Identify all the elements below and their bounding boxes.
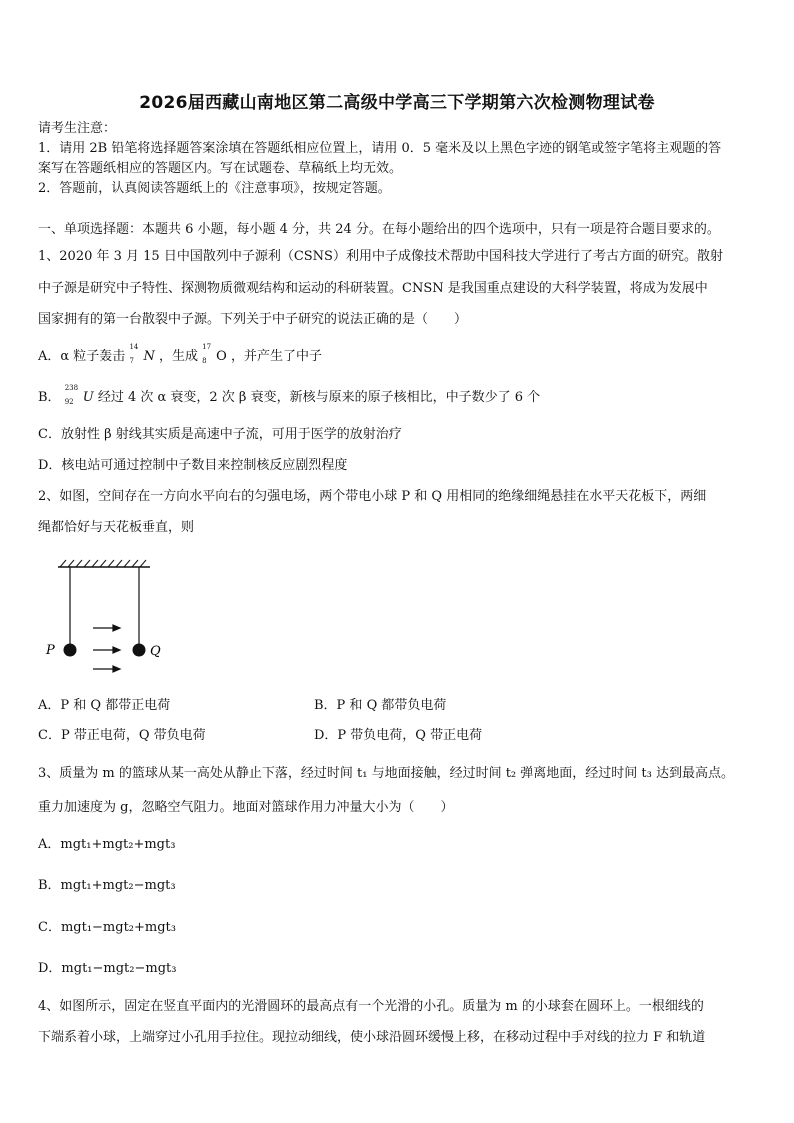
q3-option-d: D．mgt₁−mgt₂−mgt₃	[38, 961, 177, 976]
q1-option-b	[38, 384, 541, 407]
q2-option-d: D．P 带负电荷，Q 带正电荷	[314, 728, 483, 743]
q1-option-b-suffix: 经过 4 次 α 衰变，2 次 β 衰变，新核与原来的原子核相比，中子数少了 6 个	[97, 390, 541, 405]
label-p: P	[46, 643, 55, 658]
q1-option-d: D．核电站可通过控制中子数目来控制核反应剧烈程度	[38, 458, 348, 473]
q2-stem-line-2: 绳都恰好与天花板垂直，则	[38, 520, 195, 535]
q1-stem-line-3: 国家拥有的第一台散裂中子源。下列关于中子研究的说法正确的是（ ）	[38, 312, 468, 327]
section-heading: 一、单项选择题：本题共 6 小题，每小题 4 分，共 24 分。在每小题给出的四个选项中，只有一项是符合题目要求的。	[38, 222, 720, 237]
q1-stem-line-2: 中子源是研究中子特性、探测物质微观结构和运动的科研装置。CNSN 是我国重点建设的大科学装置，将成为发展中	[38, 281, 708, 296]
q1-option-a-middle: ，生成	[158, 349, 198, 364]
notice-item-1-line-2: 案写在答题纸相应的答题区内。写在试题卷、草稿纸上均无效。	[38, 161, 403, 176]
ball-q	[133, 644, 146, 657]
q4-stem-line-1: 4、如图所示，固定在竖直平面内的光滑圆环的最高点有一个光滑的小孔。质量为 m 的小球套在圆环上。一根细线的	[38, 999, 704, 1014]
q1-option-a	[38, 343, 322, 366]
uranium-isotope: 238 92	[64, 384, 79, 406]
notice-item-2: 2．答题前，认真阅读答题纸上的《注意事项》，按规定答题。	[38, 181, 391, 196]
q3-option-b: B．mgt₁+mgt₂−mgt₃	[38, 878, 176, 893]
field-arrows	[93, 625, 120, 672]
nitrogen-isotope: 14 7	[129, 343, 139, 365]
q2-figure	[40, 558, 190, 678]
q2-option-c: C．P 带正电荷，Q 带负电荷	[38, 728, 206, 743]
exam-title: 2026届西藏山南地区第二高级中学高三下学期第六次检测物理试卷	[139, 93, 655, 113]
oxygen-symbol: O	[216, 349, 227, 364]
ceiling-hatch	[60, 560, 146, 567]
q3-option-a: A．mgt₁+mgt₂+mgt₃	[38, 837, 176, 852]
q1-stem-line-1: 1、2020 年 3 月 15 日中国散列中子源利（CSNS）利用中子成像技术帮助中国科技大学进行了考古方面的研究。散射	[38, 249, 723, 264]
q1-option-b-prefix: B．	[38, 390, 61, 405]
q1-option-a-prefix: A．α 粒子轰击	[38, 349, 126, 364]
q3-option-c: C．mgt₁−mgt₂+mgt₃	[38, 920, 176, 935]
ball-p	[64, 644, 77, 657]
q2-option-a: A．P 和 Q 都带正电荷	[38, 698, 171, 713]
q2-stem-line-1: 2、如图，空间存在一方向水平向右的匀强电场，两个带电小球 P 和 Q 用相同的绝缘细绳悬挂在水平天花板下，两细	[38, 489, 707, 504]
nitrogen-symbol: N	[143, 349, 155, 364]
q3-stem-line-2: 重力加速度为 g，忽略空气阻力。地面对篮球作用力冲量大小为（ ）	[38, 800, 454, 815]
notice-heading: 请考生注意：	[38, 121, 117, 136]
q2-option-b: B．P 和 Q 都带负电荷	[314, 698, 447, 713]
uranium-symbol: U	[82, 390, 94, 405]
q4-stem-line-2: 下端系着小球，上端穿过小孔用手拉住。现拉动细线，使小球沿圆环缓慢上移，在移动过程中手对线的拉力 F 和轨道	[38, 1030, 706, 1045]
q1-option-c: C．放射性 β 射线其实质是高速中子流，可用于医学的放射治疗	[38, 427, 402, 442]
notice-item-1-line-1: 1．请用 2B 铅笔将选择题答案涂填在答题纸相应位置上，请用 0．5 毫米及以上黑色字迹的钢笔或签字笔将主观题的答	[38, 141, 722, 156]
q1-option-a-suffix: ，并产生了中子	[230, 349, 322, 364]
label-q: Q	[150, 644, 161, 659]
q3-stem-line-1: 3、质量为 m 的篮球从某一高处从静止下落，经过时间 t₁ 与地面接触，经过时间 t₂ 弹离地面，经过时间 t₃ 达到最高点。	[38, 766, 734, 781]
oxygen-isotope: 17 8	[202, 343, 212, 365]
